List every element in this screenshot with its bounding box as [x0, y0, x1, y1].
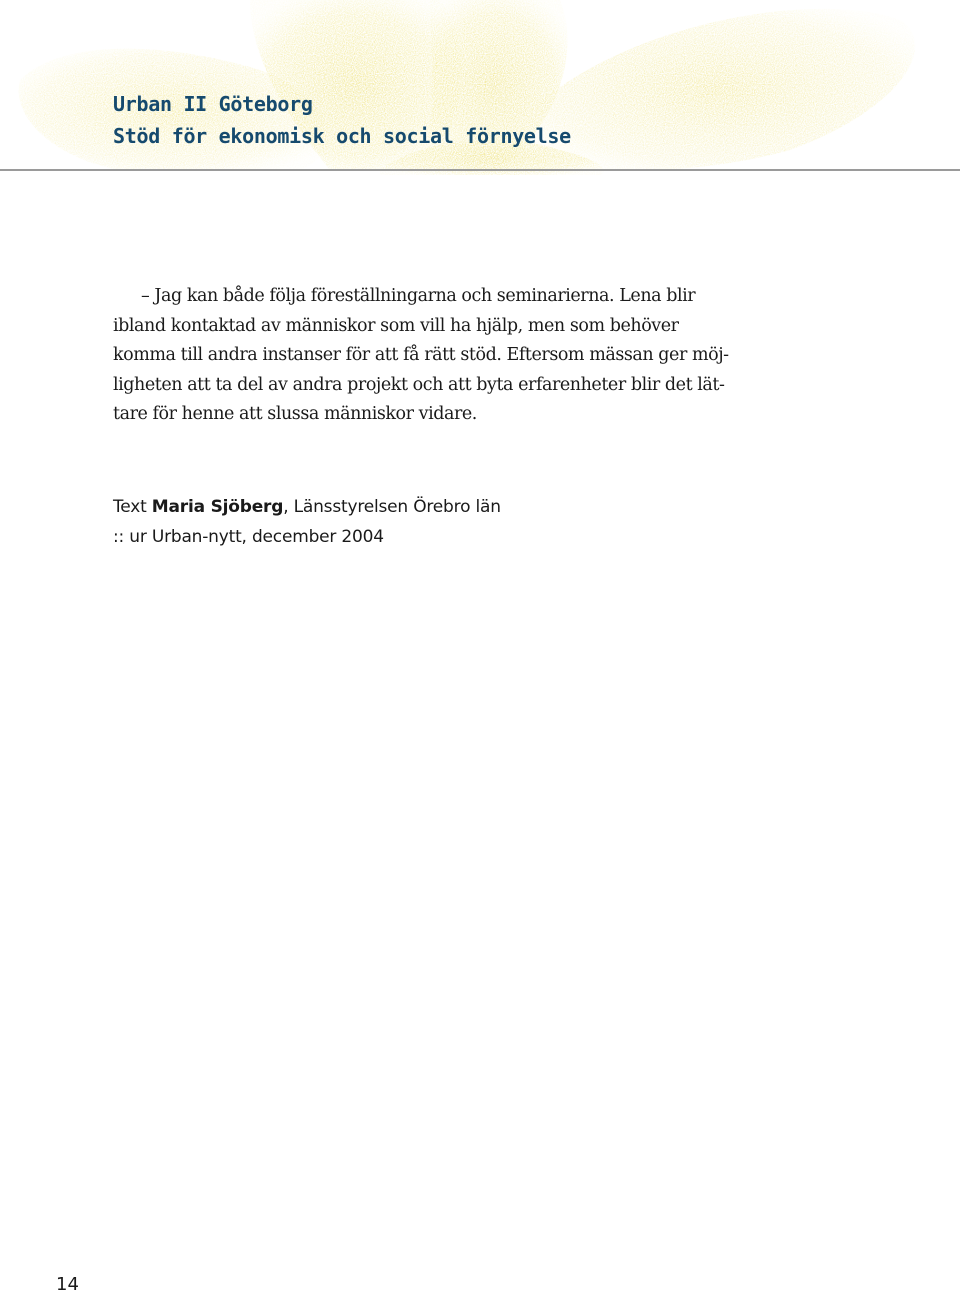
article-credit: [113, 492, 501, 552]
body-paragraph: [113, 282, 763, 430]
author-name: Maria Sjöberg: [151, 497, 284, 517]
body-line: ligheten att ta del av andra projekt och att byta erfarenheter blir det lät-: [113, 374, 725, 395]
body-line: ibland kontaktad av människor som vill ha hjälp, men som behöver: [113, 315, 679, 336]
credit-prefix: Text: [113, 497, 152, 517]
body-line: komma till andra instanser för att få rätt stöd. Eftersom mässan ger möj-: [113, 345, 729, 366]
credit-author-line: [113, 492, 501, 522]
header-subtitle: Stöd för ekonomisk och social förnyelse: [113, 124, 571, 148]
header-rule: [0, 169, 960, 171]
header-title: Urban II Göteborg: [113, 92, 313, 116]
credit-source-line: :: ur Urban-nytt, december 2004: [113, 527, 384, 547]
body-line: – Jag kan både följa föreställningarna och seminarierna. Lena blir: [141, 286, 696, 306]
document-header: [113, 88, 571, 152]
credit-affiliation: , Länsstyrelsen Örebro län: [283, 497, 501, 517]
body-line: tare för henne att slussa människor vidare.: [113, 404, 477, 425]
page-number: 14: [56, 1274, 79, 1295]
